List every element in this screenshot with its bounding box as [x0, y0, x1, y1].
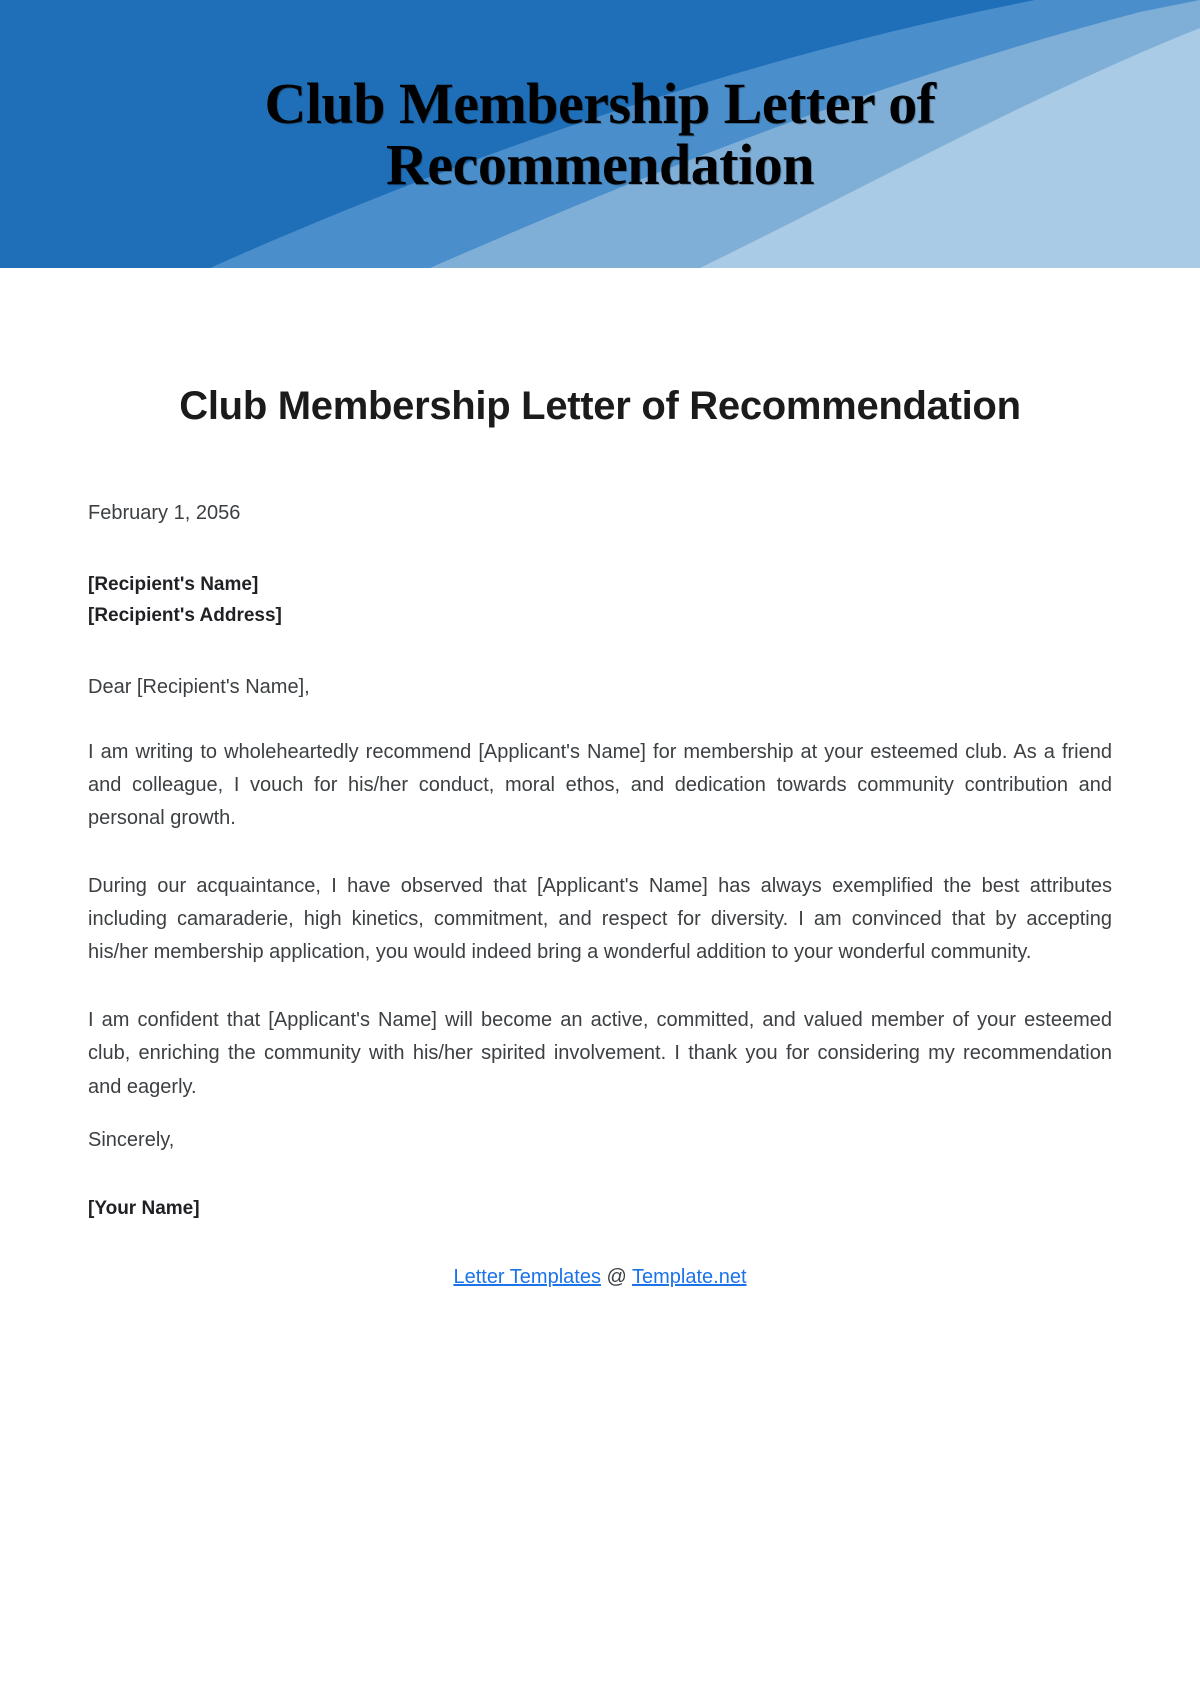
salutation: Dear [Recipient's Name], — [88, 675, 310, 698]
footer-separator: @ — [600, 1265, 633, 1288]
banner-title: Club Membership Letter of Recommendation — [264, 71, 936, 197]
recipient-block — [88, 570, 1112, 632]
letter-date: February 1, 2056 — [88, 502, 241, 524]
body-paragraph-3: I am confident that [Applicant's Name] will become an active, committed, and valued member of your esteemed club, enriching the community with his/her spirited involvement. I thank you for considering my recommendation and eagerly. — [88, 1008, 1112, 1098]
body-paragraph-2: During our acquaintance, I have observed that [Applicant's Name] has always exemplified the best attributes including camaraderie, high kinetics, commitment, and respect for diversity. I am convinced that by accepting his/her membership application, you would indeed bring a wonderful addition to your wonderful community. — [88, 874, 1112, 964]
header-banner — [0, 0, 1200, 268]
body-paragraph-1: I am writing to wholeheartedly recommend [Applicant's Name] for membership at your esteemed club. As a friend and colleague, I vouch for his/her conduct, moral ethos, and dedication towards community contribution and personal growth. — [88, 740, 1112, 830]
page-title: Club Membership Letter of Recommendation — [179, 384, 1021, 428]
template-net-link[interactable]: Template.net — [632, 1265, 747, 1288]
letter-templates-link[interactable]: Letter Templates — [453, 1265, 601, 1288]
recipient-name: [Recipient's Name] — [88, 574, 259, 595]
document-sheet — [0, 380, 1200, 1289]
closing-line: Sincerely, — [88, 1129, 175, 1152]
footer-credit — [88, 1266, 1112, 1289]
signature-name: [Your Name] — [88, 1198, 200, 1220]
recipient-address: [Recipient's Address] — [88, 604, 282, 626]
